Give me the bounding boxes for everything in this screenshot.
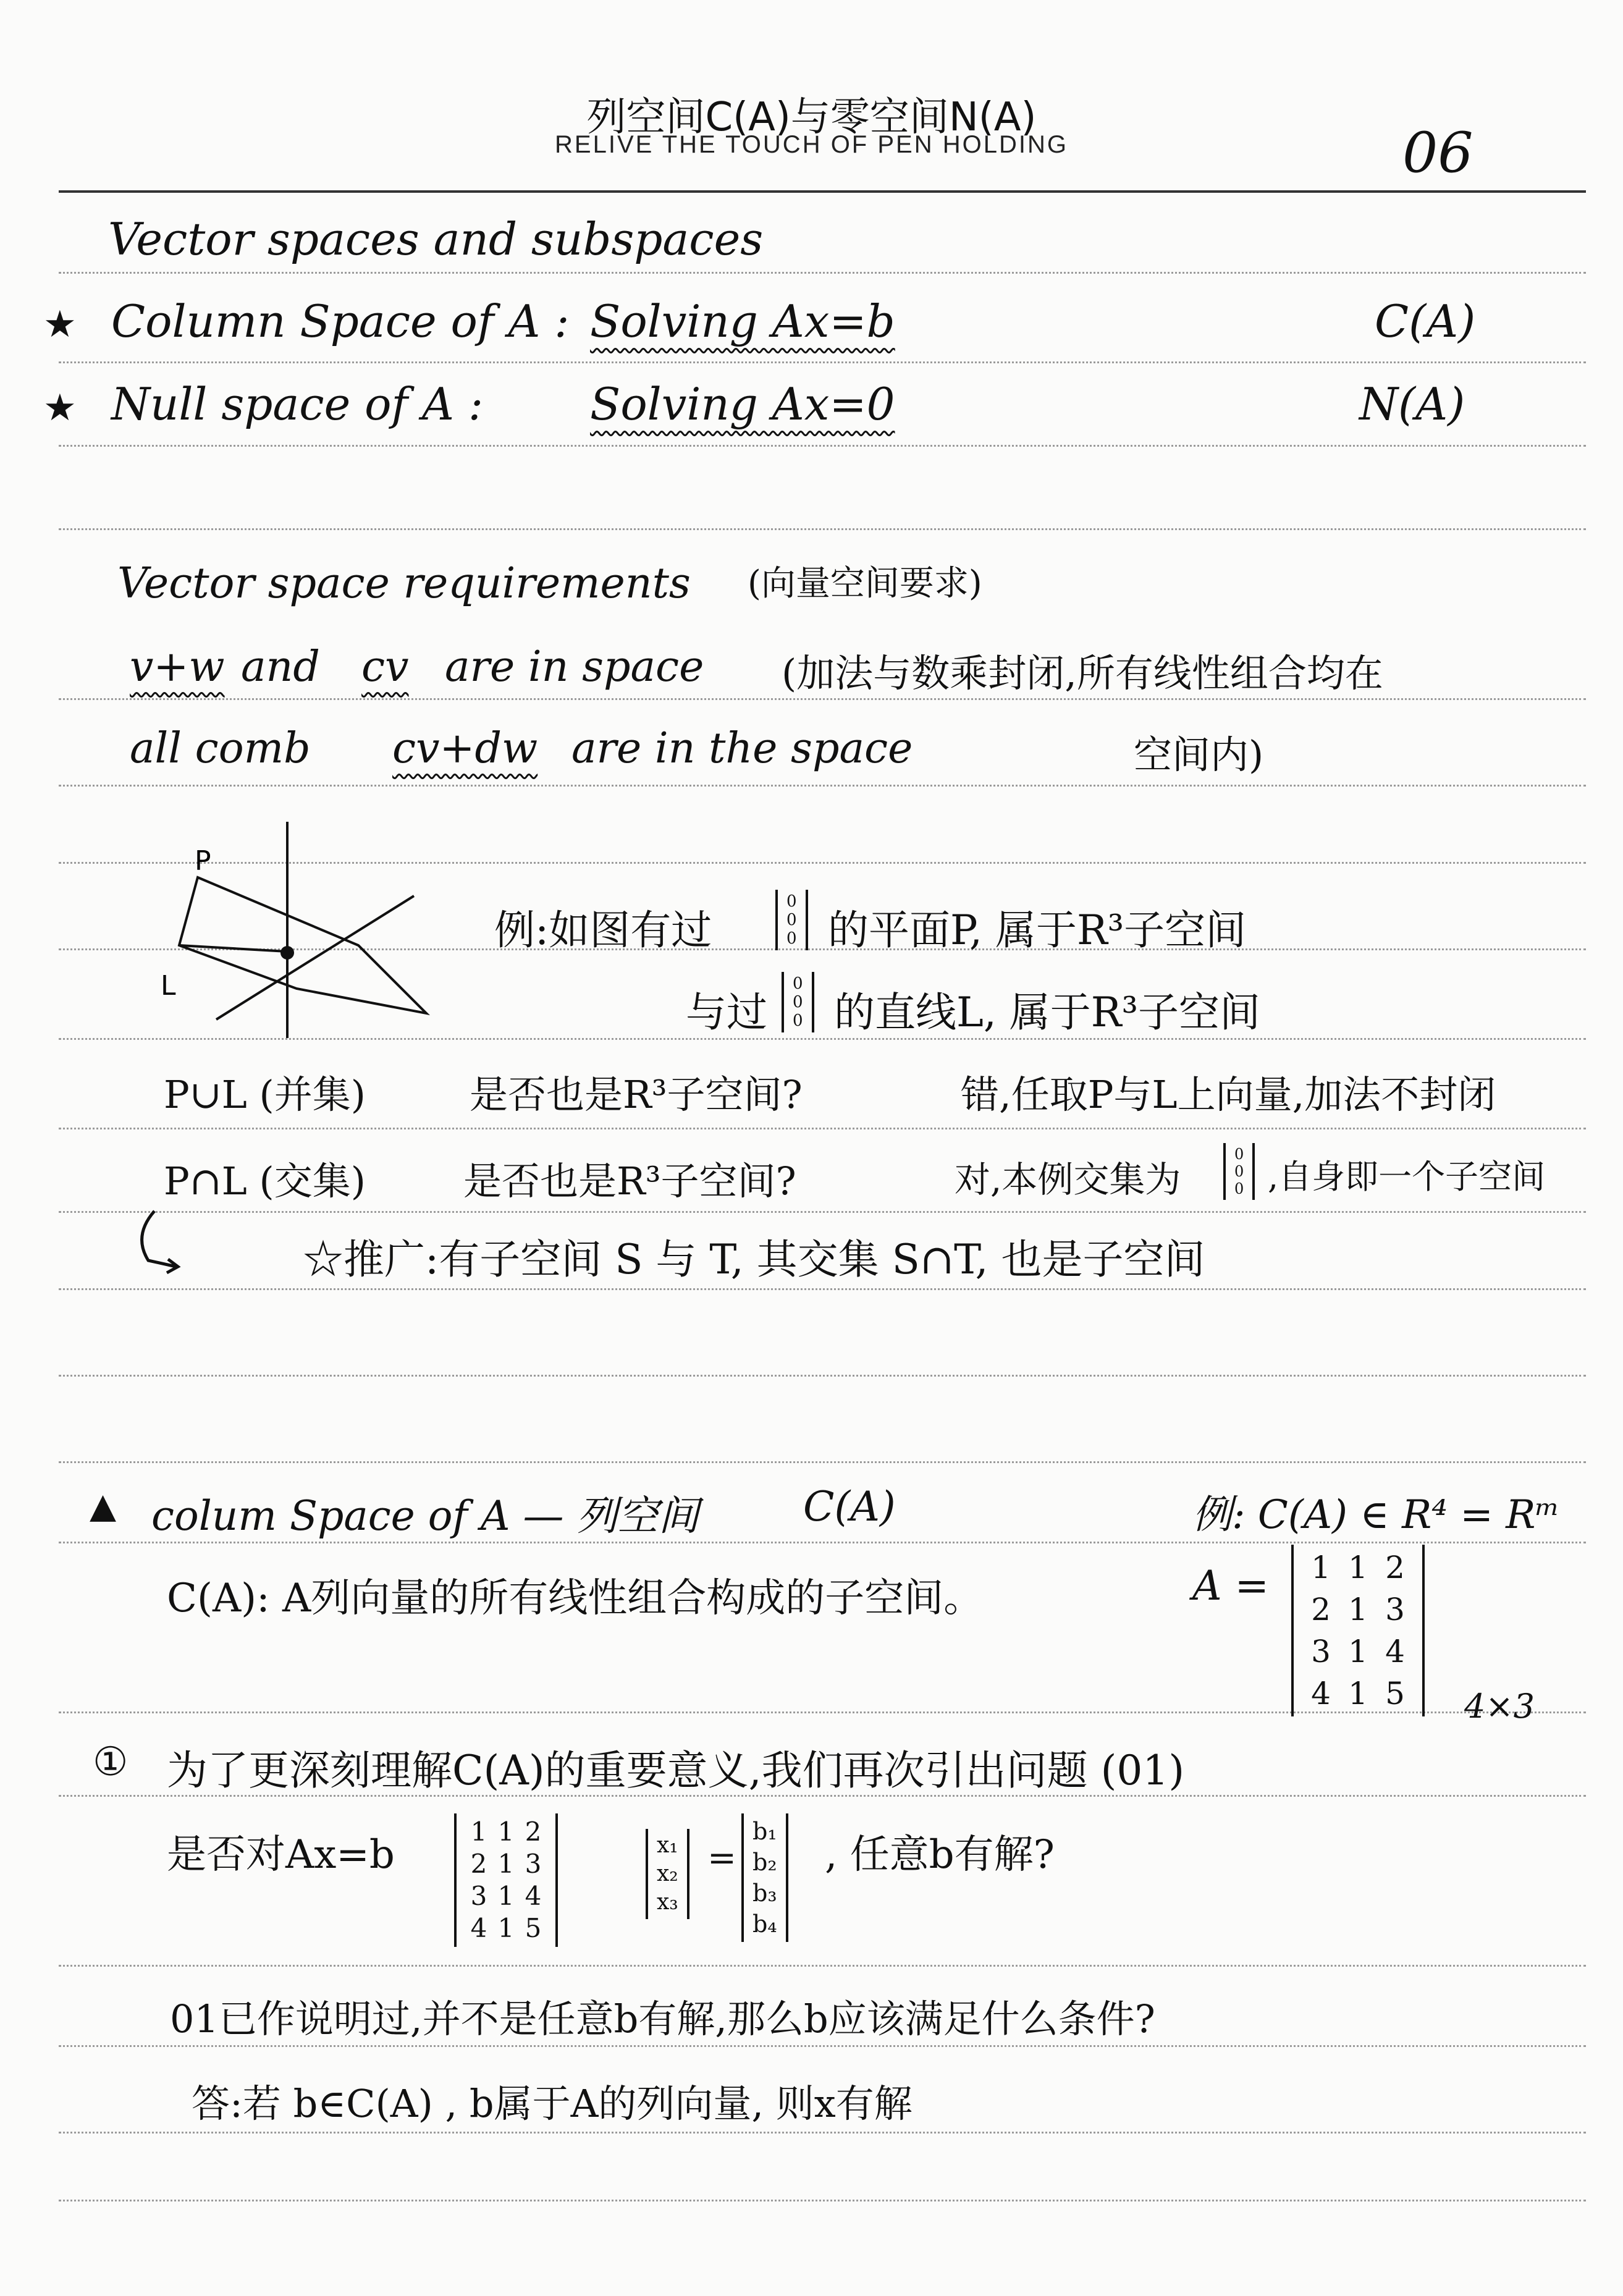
generalization-note: ☆推广:有子空间 S 与 T, 其交集 S∩T, 也是子空间 (303, 1236, 1205, 1283)
ruled-line (59, 272, 1586, 274)
matrix-cell: 1 (1348, 1676, 1368, 1711)
origin-vector-1 (775, 890, 808, 950)
x-vector (646, 1829, 689, 1919)
ruled-line (59, 1128, 1586, 1129)
plane-p-shape (179, 877, 426, 1013)
example-line1-suffix: 的平面P, 属于R³子空间 (828, 906, 1247, 954)
closure-note-cn: (加法与数乘封闭,所有线性组合均在 (782, 651, 1383, 696)
diagram-label-l: L (161, 970, 176, 1002)
page-number: 06 (1402, 120, 1473, 185)
matrix-cell: 4 (470, 1913, 487, 1943)
example-line1-prefix: 例:如图有过 (494, 906, 712, 954)
header-rule (59, 190, 1586, 193)
vector-entry: b₂ (752, 1849, 777, 1876)
origin-dot (280, 946, 294, 960)
closure-text: are in space (445, 643, 704, 691)
vector-entry: 0 (1234, 1146, 1244, 1163)
page-title: 列空间C(A)与零空间N(A) (586, 95, 1037, 140)
ruled-line (59, 2045, 1586, 2047)
intersection-label: P∩L (交集) (164, 1159, 366, 1204)
vector-entry: 0 (793, 974, 803, 993)
matrix-cell: 2 (470, 1849, 487, 1879)
null-space-equation: Solving Ax=0 (590, 378, 895, 430)
matrix-a-label: A = (1192, 1562, 1269, 1610)
ruled-line (59, 698, 1586, 700)
equals-sign: = (707, 1838, 736, 1878)
vector-entry: b₄ (752, 1910, 777, 1938)
vector-entry: 0 (793, 993, 803, 1011)
question-intro: 为了更深刻理解C(A)的重要意义,我们再次引出问题 (01) (167, 1747, 1185, 1794)
arbitrary-b-question: , 任意b有解? (825, 1832, 1055, 1878)
in-space-text: are in the space (571, 724, 913, 773)
ruled-line (59, 1965, 1586, 1967)
matrix-cell: 3 (470, 1881, 487, 1911)
matrix-cell: 3 (1385, 1592, 1405, 1627)
matrix-a-system (454, 1813, 558, 1947)
intersection-answer-prefix: 对,本例交集为 (955, 1159, 1181, 1201)
ruled-line (59, 528, 1586, 530)
union-answer: 错,任取P与L上向量,加法不封闭 (961, 1072, 1496, 1117)
union-label: P∪L (并集) (164, 1072, 366, 1117)
ruled-line (59, 1288, 1586, 1290)
column-space-equation: Solving Ax=b (590, 295, 895, 347)
cv-term: cv (361, 643, 409, 691)
column-space-prefix: Column Space of A : (111, 295, 570, 347)
origin-vector-2 (782, 972, 814, 1032)
vector-entry: b₃ (752, 1880, 777, 1907)
triangle-bullet-icon: ▲ (90, 1486, 117, 1526)
ruled-line (59, 361, 1586, 363)
b-vector (741, 1813, 788, 1942)
origin-vector-3 (1223, 1143, 1255, 1200)
matrix-cell: 4 (1385, 1634, 1405, 1669)
matrix-cell: 2 (1385, 1550, 1405, 1585)
ruled-line (59, 2132, 1586, 2134)
vector-entry: 0 (786, 929, 797, 948)
all-comb-text: all comb (130, 724, 311, 773)
linear-comb-term: cv+dw (392, 724, 538, 773)
example-line2-suffix: 的直线L, 属于R³子空间 (834, 989, 1260, 1036)
vector-entry: x₁ (657, 1833, 678, 1858)
notebook-slogan: RELIVE THE TOUCH OF PEN HOLDING (555, 131, 1068, 158)
matrix-cell: 1 (1348, 1550, 1368, 1585)
line-l-shape (216, 896, 414, 1019)
ruled-line (59, 785, 1586, 787)
requirements-heading-cn: (向量空间要求) (748, 563, 982, 604)
question-number: ① (93, 1739, 129, 1785)
star-icon: ★ (43, 303, 77, 346)
column-space-heading: colum Space of A — 列空间 (151, 1492, 699, 1540)
intersection-question: 是否也是R³子空间? (463, 1159, 796, 1204)
matrix-cell: 1 (1311, 1550, 1331, 1585)
vector-entry: x₂ (657, 1861, 678, 1886)
matrix-cell: 4 (1311, 1676, 1331, 1711)
closure-note-cn-cont: 空间内) (1134, 732, 1264, 777)
matrix-cell: 1 (497, 1817, 515, 1847)
vector-entry: 0 (1234, 1163, 1244, 1180)
matrix-cell: 5 (1385, 1676, 1405, 1711)
matrix-cell: 3 (525, 1849, 542, 1879)
vector-entry: 0 (786, 892, 797, 911)
column-space-example-label: 例: C(A) ∈ R⁴ = Rᵐ (1192, 1492, 1560, 1538)
section1-heading: Vector spaces and subspaces (108, 213, 764, 265)
intersection-answer-suffix: ,自身即一个子空间 (1268, 1157, 1546, 1196)
matrix-cell: 4 (525, 1881, 542, 1911)
example-line2-prefix: 与过 (686, 989, 767, 1036)
null-space-label: N(A) (1359, 378, 1465, 430)
ruled-line (59, 1461, 1586, 1463)
curved-arrow-icon (130, 1205, 185, 1279)
diagram-label-p: P (195, 845, 211, 877)
matrix-cell: 2 (525, 1817, 542, 1847)
vector-entry: x₃ (657, 1889, 678, 1915)
ruled-line (59, 2200, 1586, 2201)
ruled-line (59, 1542, 1586, 1543)
and-word: and (241, 643, 320, 691)
ruled-line (59, 445, 1586, 447)
ruled-line (59, 1375, 1586, 1377)
answer-line: 答:若 b∈C(A) , b属于A的列向量, 则x有解 (192, 2081, 913, 2126)
matrix-cell: 2 (1311, 1592, 1331, 1627)
matrix-cell: 1 (470, 1817, 487, 1847)
requirements-heading: Vector space requirements (117, 559, 691, 608)
column-space-definition: C(A): A列向量的所有线性组合构成的子空间。 (167, 1576, 984, 1621)
union-question: 是否也是R³子空间? (470, 1072, 803, 1117)
matrix-cell: 1 (1348, 1634, 1368, 1669)
vector-entry: b₁ (752, 1818, 777, 1845)
ax-equals-b-prefix: 是否对Ax=b (167, 1832, 395, 1878)
column-space-label: C(A) (1375, 295, 1476, 347)
ruled-line (59, 1211, 1586, 1213)
matrix-cell: 1 (497, 1881, 515, 1911)
vector-entry: 0 (793, 1011, 803, 1030)
matrix-cell: 5 (525, 1913, 542, 1943)
vector-entry: 0 (1234, 1180, 1244, 1197)
plane-line-diagram (154, 809, 451, 1044)
null-space-prefix: Null space of A : (111, 378, 484, 430)
matrix-dimension-label: 4×3 (1464, 1687, 1535, 1726)
matrix-cell: 1 (497, 1913, 515, 1943)
matrix-cell: 3 (1311, 1634, 1331, 1669)
vector-entry: 0 (786, 911, 797, 929)
column-space-heading-label: C(A) (803, 1483, 896, 1530)
matrix-cell: 1 (497, 1849, 515, 1879)
matrix-a (1291, 1545, 1425, 1716)
condition-question: 01已作说明过,并不是任意b有解,那么b应该满足什么条件? (170, 1996, 1155, 2041)
matrix-cell: 1 (1348, 1592, 1368, 1627)
v-plus-w: v+w (130, 643, 225, 691)
star-icon: ★ (43, 386, 77, 429)
